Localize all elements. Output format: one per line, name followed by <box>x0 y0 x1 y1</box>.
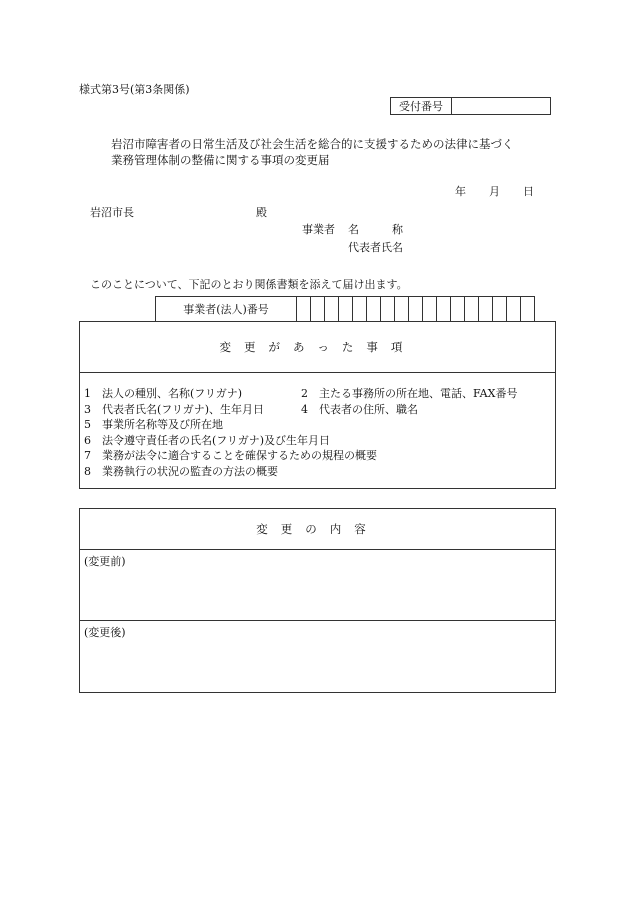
changed-item: 5 事業所名称等及び所在地 <box>84 418 223 431</box>
changed-item: 7 業務が法令に適合することを確保するための規程の概要 <box>84 449 377 462</box>
list-item <box>84 448 517 464</box>
changed-item: 3 代表者氏名(フリガナ)、生年月日 <box>84 402 265 416</box>
business-number-label: 事業者(法人)番号 <box>156 297 297 322</box>
business-number-digit[interactable] <box>437 297 451 322</box>
list-item <box>84 417 517 433</box>
business-number-digit[interactable] <box>325 297 339 322</box>
changed-item: 8 業務執行の状況の監査の方法の概要 <box>84 464 278 478</box>
business-number-digit[interactable] <box>297 297 311 322</box>
business-number-digit[interactable] <box>521 297 535 322</box>
addressee: 岩沼市長 <box>90 206 134 219</box>
business-number-table <box>155 296 535 322</box>
reception-number-label: 受付番号 <box>391 98 452 115</box>
changed-items-list <box>84 386 517 479</box>
applicant-name-label: 名 称 <box>348 223 403 236</box>
title-line-1: 岩沼市障害者の日常生活及び社会生活を総合的に支援するための法律に基づく <box>111 137 514 151</box>
business-number-digit[interactable] <box>381 297 395 322</box>
list-item <box>84 402 517 418</box>
reception-number-box <box>390 97 551 115</box>
business-number-digit[interactable] <box>451 297 465 322</box>
representative-name-label: 代表者氏名 <box>348 241 403 254</box>
business-number-digit[interactable] <box>423 297 437 322</box>
business-number-digit[interactable] <box>465 297 479 322</box>
after-change-area[interactable] <box>80 621 555 692</box>
list-item <box>84 433 517 449</box>
statement: このことについて、下記のとおり関係書類を添えて届け出ます。 <box>90 278 408 291</box>
business-number-digit[interactable] <box>311 297 325 322</box>
business-number-digit[interactable] <box>507 297 521 322</box>
changed-item: 6 法令遵守責任者の氏名(フリガナ)及び生年月日 <box>84 433 331 447</box>
form-number: 様式第3号(第3条関係) <box>79 83 190 96</box>
change-content-box <box>79 508 556 693</box>
list-item <box>84 464 517 480</box>
business-number-digit[interactable] <box>339 297 353 322</box>
business-number-digit[interactable] <box>409 297 423 322</box>
date-year: 年 <box>455 185 466 198</box>
business-number-digit[interactable] <box>479 297 493 322</box>
applicant-role: 事業者 <box>302 223 335 236</box>
before-change-area[interactable] <box>80 550 555 621</box>
title-line-2: 業務管理体制の整備に関する事項の変更届 <box>111 153 330 167</box>
list-item <box>84 386 517 402</box>
document-title <box>111 136 514 168</box>
before-change-label: (変更前) <box>84 555 126 568</box>
business-number-digit[interactable] <box>395 297 409 322</box>
changed-items-box <box>79 321 556 489</box>
reception-number-field[interactable] <box>452 98 551 115</box>
change-content-header: 変更の内容 <box>80 509 555 550</box>
changed-item: 4 代表者の住所、職名 <box>301 402 418 416</box>
date-day: 日 <box>523 185 534 198</box>
changed-item: 1 法人の種別、名称(フリガナ) <box>84 387 243 400</box>
date-month: 月 <box>489 185 500 198</box>
changed-item: 2 主たる事務所の所在地、電話、FAX番号 <box>301 387 518 400</box>
changed-items-header: 変更があった事項 <box>80 322 555 373</box>
business-number-digit[interactable] <box>367 297 381 322</box>
honorific: 殿 <box>256 206 267 219</box>
after-change-label: (変更後) <box>84 626 126 639</box>
business-number-digit[interactable] <box>353 297 367 322</box>
business-number-digit[interactable] <box>493 297 507 322</box>
